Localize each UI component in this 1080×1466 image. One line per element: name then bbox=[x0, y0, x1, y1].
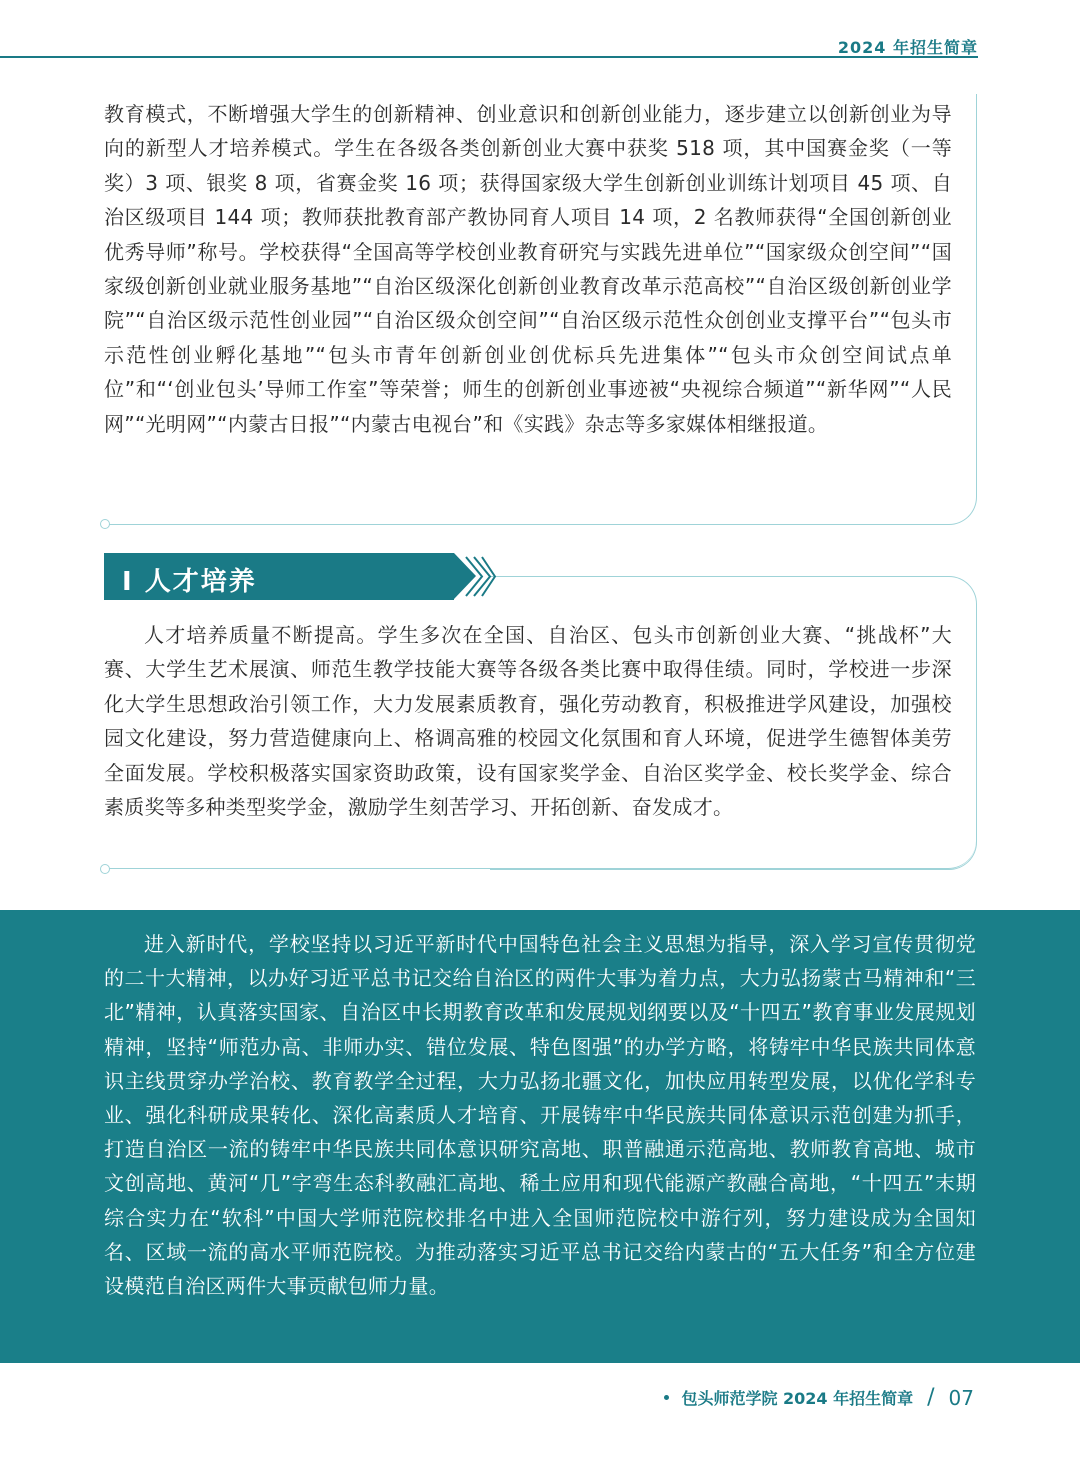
section-title: I 人才培养 bbox=[122, 567, 257, 597]
footer-text: 包头师范学院 2024 年招生简章 bbox=[681, 1389, 914, 1408]
footer-bullet-icon bbox=[664, 1395, 669, 1400]
header-title: 2024 年招生简章 bbox=[837, 38, 978, 57]
new-era-paragraph: 进入新时代，学校坚持以习近平新时代中国特色社会主义思想为指导，深入学习宣传贯彻党的二十大精神，以办好习近平总书记交给自治区的两件大事为着力点，大力弘扬蒙古马精神和“三北”精神，认真落实国家、自治区中长期教育改革和发展规划纲要以及“十四五”教育事业发展规划精神，坚持“师范办高、非师办实、错位发展、特色图强”的办学方略，将铸牢中华民族共同体意识主线贯穿办学治校、教育教学全过程，大力弘扬北疆文化，加快应用转型发展，以优化学科专业、强化科研成果转化、深化高素质人才培育、开展铸牢中华民族共同体意识示范创建为抓手，打造自治区一流的铸牢中华民族共同体意识研究高地、职普融通示范高地、教师教育高地、城市文创高地、黄河“几”字弯生态科教融汇高地、稀土应用和现代能源产教融合高地，“十四五”末期综合实力在“软科”中国大学师范院校排名中进入全国师范院校中游行列，努力建设成为全国知名、区域一流的高水平师范院校。为推动落实习近平总书记交给内蒙古的“五大任务”和全方位建设模范自治区两件大事贡献包师力量。 bbox=[104, 932, 976, 1299]
talent-paragraph: 人才培养质量不断提高。学生多次在全国、自治区、包头市创新创业大赛、“挑战杯”大赛、大学生艺术展演、师范生教学技能大赛等各级各类比赛中取得佳绩。同时，学校进一步深化大学生思想政治引领工作，大力发展素质教育，强化劳动教育，积极推进学风建设，加强校园文化建设，努力营造健康向上、格调高雅的校园文化氛围和育人环境，促进学生德智体美劳全面发展。学校积极落实国家资助政策，设有国家奖学金、自治区奖学金、校长奖学金、综合素质奖等多种类型奖学金，激励学生刻苦学习、开拓创新、奋发成才。 bbox=[104, 623, 952, 820]
frame-dot bbox=[100, 864, 110, 874]
page-number: 07 bbox=[948, 1385, 974, 1410]
frame-dot bbox=[100, 519, 110, 529]
footer bbox=[664, 1385, 974, 1410]
footer-divider: / bbox=[927, 1385, 935, 1410]
section-header bbox=[104, 553, 454, 600]
header-rule bbox=[0, 56, 978, 58]
innovation-paragraph: 教育模式，不断增强大学生的创新精神、创业意识和创新创业能力，逐步建立以创新创业为导向的新型人才培养模式。学生在各级各类创新创业大赛中获奖 518 项，其中国赛金奖（一等奖）3 项、银奖 8 项，省赛金奖 16 项；获得国家级大学生创新创业训练计划项目 45 项、自治区级项目 144 项；教师获批教育部产教协同育人项目 14 项，2 名教师获得“全国创新创业优秀导师”称号。学校获得“全国高等学校创业教育研究与实践先进单位”“国家级众创空间”“国家级创新创业就业服务基地”“自治区级深化创新创业教育改革示范高校”“自治区级创新创业学院”“自治区级示范性创业园”“自治区级众创空间”“自治区级示范性众创创业支撑平台”“包头市示范性创业孵化基地”“包头市青年创新创业创优标兵先进集体”“包头市众创空间试点单位”和“‘创业包头’导师工作室”等荣誉；师生的创新创业事迹被“央视综合频道”“新华网”“人民网”“光明网”“内蒙古日报”“内蒙古电视台”和《实践》杂志等多家媒体相继报道。 bbox=[104, 102, 952, 436]
chevrons-icon bbox=[462, 553, 496, 600]
